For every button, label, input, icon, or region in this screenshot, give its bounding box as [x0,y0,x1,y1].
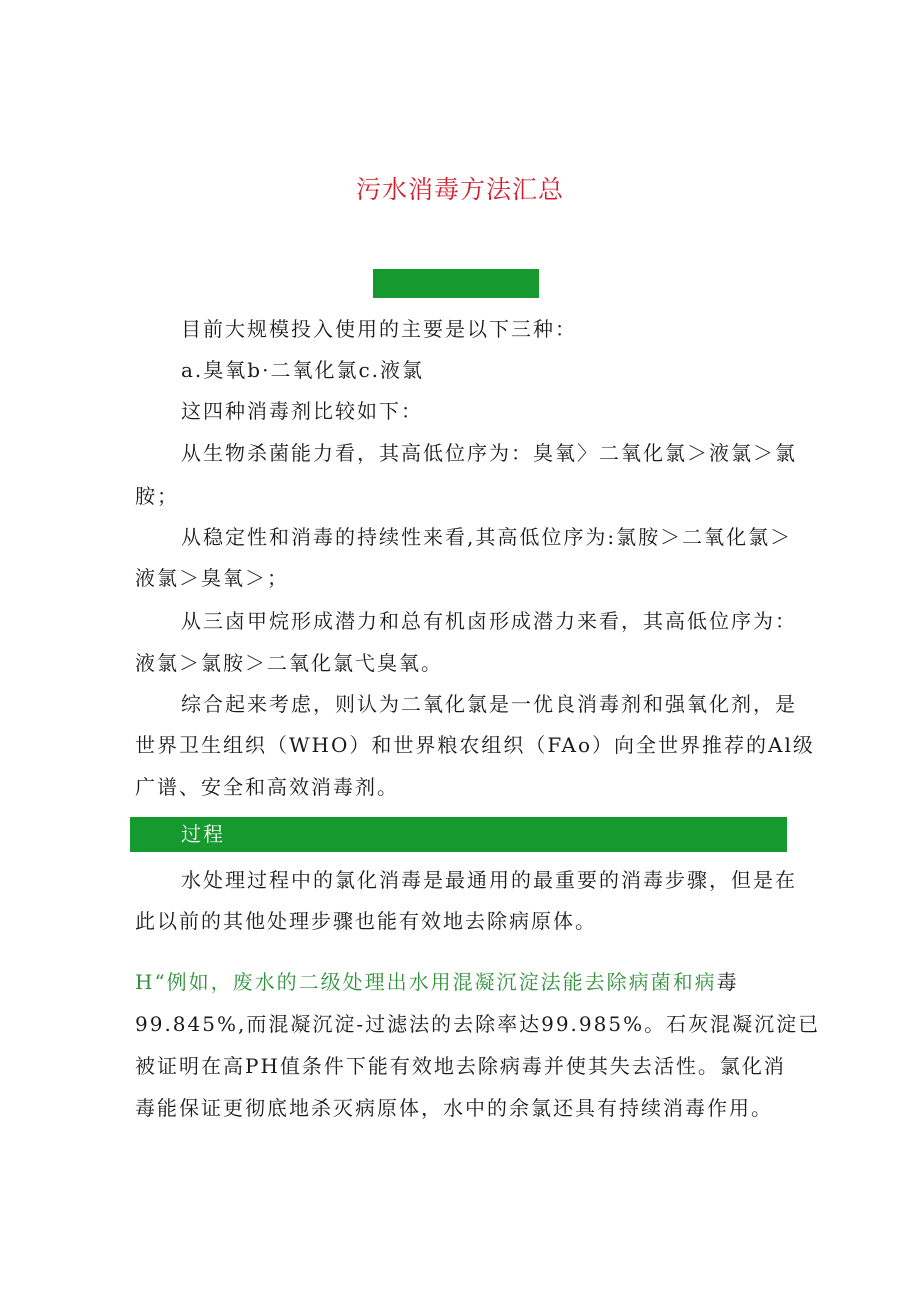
paragraph-line: 毒能保证更彻底地杀灭病原体，水中的余氯还具有持续消毒作用。 [135,1096,773,1120]
highlighted-text: H“例如，废水的二级处理出水用混凝沉淀法能去除病菌和病 [135,970,717,994]
paragraph-line: 此以前的其他处理步骤也能有效地去除病原体。 [135,909,597,933]
paragraph-line: 广谱、安全和高效消毒剂。 [135,775,399,799]
paragraph-line: 从生物杀菌能力看，其高低位序为：臭氧〉二氧化氯＞液氯＞氯 [181,441,797,465]
section-heading: 过程 [181,822,225,846]
paragraph-line: 这四种消毒剂比较如下： [181,399,423,423]
paragraph-line: 水处理过程中的氯化消毒是最通用的最重要的消毒步骤，但是在 [181,868,797,892]
section-tag: 常用化学消毒剂 [373,269,539,298]
paragraph-text: 毒 [716,970,739,994]
paragraph-line: 被证明在高PH值条件下能有效地去除病毒并使其失去活性。氯化消 [135,1054,786,1078]
paragraph-line: 世界卫生组织（WHO）和世界粮农组织（FAo）向全世界推荐的Al级 [135,733,815,757]
paragraph-line: 综合起来考虑，则认为二氧化氯是一优良消毒剂和强氧化剂，是 [181,692,797,716]
paragraph-line: 99.845%,而混凝沉淀-过滤法的去除率达99.985%。石灰混凝沉淀已 [135,1012,821,1036]
section-heading-band [130,817,787,852]
page-title: 污水消毒方法汇总 [355,175,564,204]
paragraph-line [135,962,795,1002]
paragraph-line: 从三卤甲烷形成潜力和总有机卤形成潜力来看，其高低位序为： [181,609,797,633]
paragraph-line: 液氯＞臭氧＞； [135,566,289,590]
paragraph-line: 从稳定性和消毒的持续性来看,其高低位序为:氯胺＞二氧化氯＞ [181,525,793,549]
paragraph-line: 胺； [135,484,179,508]
paragraph-line: a.臭氧b·二氧化氯c.液氯 [181,358,424,382]
paragraph-line: 目前大规模投入使用的主要是以下三种： [181,317,577,341]
paragraph-line: 液氯＞氯胺＞二氧化氯弋臭氧。 [135,651,443,675]
